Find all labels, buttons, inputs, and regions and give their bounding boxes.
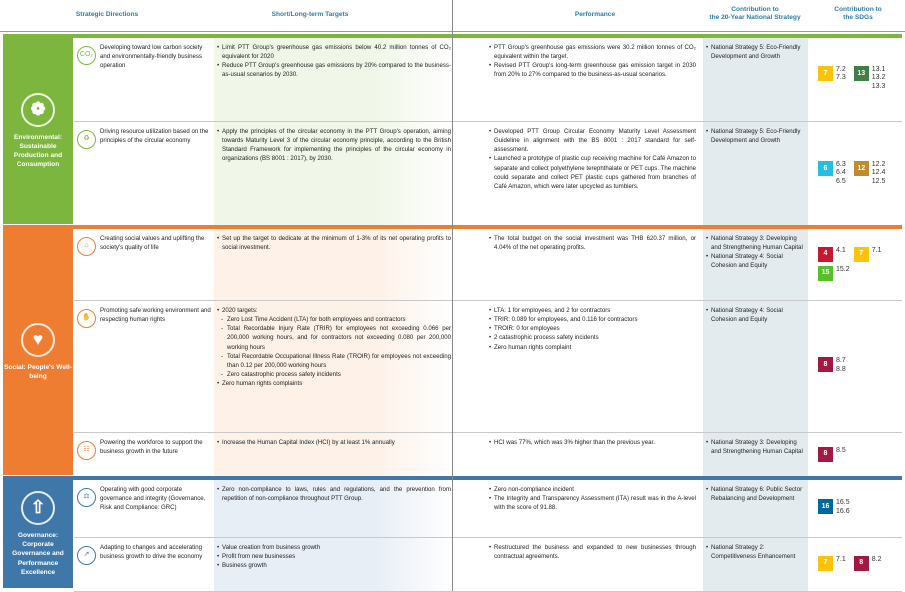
performance-list (489, 43, 696, 80)
direction-text: Adapting to changes and accelerating business growth to drive the economy (100, 544, 203, 561)
growth-arrows-icon: ⇧ (21, 491, 55, 525)
direction-cell (74, 538, 214, 591)
targets-cell (214, 301, 454, 432)
sdg-cell (810, 122, 902, 227)
sdg-tile-icon: 8 (854, 556, 869, 571)
sdg-target-number: 7.1 (836, 556, 846, 563)
performance-cell (486, 301, 699, 432)
sdg-goal (854, 247, 882, 262)
performance-cell (486, 38, 699, 121)
column-divider (452, 0, 453, 591)
national-strategy-cell (703, 301, 808, 432)
list-item: • The Integrity and Transparency Assessment (ITA) result was in the A-level with the score of 91.88. (489, 494, 696, 512)
national-strategy-cell (703, 229, 808, 300)
list-item: • Apply the principles of the circular economy in the PTT Group's operation, aiming towards Maturity Level 3 of the circular economy principle, according to the British Standard Framework for implementing the principles of the circular economy in organizations (BS 8001 : 2017), by 2030. (217, 127, 451, 164)
recycle-icon: ♻ (77, 130, 96, 149)
sdg-targets (872, 556, 882, 564)
sdg-targets (872, 66, 886, 90)
list-item: - Zero catastrophic process safety incidents (217, 370, 451, 379)
sdg-goal (818, 161, 846, 185)
sdg-goal (818, 66, 846, 90)
performance-list (489, 234, 696, 252)
handshake-icon: ✋ (77, 309, 96, 328)
sdg-target-number: 15.2 (836, 265, 850, 273)
sdg-target-number: 7.2 (836, 66, 846, 74)
sdg-goal (818, 499, 850, 515)
sdg-tile-icon: 7 (854, 247, 869, 262)
national-strategy-item: • National Strategy 3: Developing and Strengthening Human Capital (706, 234, 805, 252)
direction-text: Developing toward low carbon society and environmentally-friendly business operation (100, 44, 203, 70)
sdg-goal (854, 161, 886, 185)
sdg-target-number: 12.2 (871, 161, 886, 169)
table-row (74, 538, 902, 592)
sdg-target-number: 13.1 (871, 66, 886, 74)
performance-cell (486, 538, 699, 591)
sdg-tile-icon: 13 (854, 66, 869, 81)
national-strategy-cell (703, 433, 808, 478)
direction-text: Driving resource utilization based on the principles of the circular economy (100, 128, 209, 145)
header-performance: Performance (574, 11, 616, 19)
sdg-target-number: 6.5 (836, 177, 846, 185)
targets-cell (214, 538, 454, 591)
list-item: • Restructured the business and expanded to new businesses through contractual agreements. (489, 543, 696, 561)
list-item: • 2020 targets: (217, 306, 451, 315)
growth-chart-icon: ↗ (77, 546, 96, 565)
list-item: • Zero human rights complaints (217, 379, 451, 388)
list-item: - Total Recordable Occupational Illness Rate (TROIR) for employees not exceeding than 0.12 per 200,000 working hours (217, 352, 451, 370)
sdg-goal (854, 66, 886, 90)
sdg-target-number: 7.1 (871, 246, 882, 254)
performance-cell (486, 122, 699, 227)
sdg-targets (836, 66, 846, 82)
community-icon: ⌂ (77, 237, 96, 256)
header-sdg-line2: the SDGs (843, 14, 873, 22)
header-targets: Short/Long-term Targets (271, 11, 349, 19)
header-national (700, 6, 810, 22)
table-row (74, 229, 902, 301)
sdg-cell (810, 301, 902, 432)
sdg-goal (854, 556, 882, 571)
sdg-target-number: 6.4 (836, 169, 846, 177)
list-item: • Zero non-compliance incident (489, 485, 696, 494)
list-item: • Reduce PTT Group's greenhouse gas emissions by 20% compared to the business-as-usual scenarios by 2030. (217, 61, 451, 79)
performance-cell (486, 433, 699, 478)
list-item: • Developed PTT Group Circular Economy Maturity Level Assessment Guideline in alignment with the BS 8001 : 2017 standard for self-assessment. (489, 127, 696, 154)
sdg-goal (818, 556, 846, 571)
sdg-tile-icon: 8 (818, 357, 833, 372)
sdg-targets (836, 499, 850, 515)
direction-text: Powering the workforce to support the business growth in the future (100, 439, 203, 456)
list-item: • Increase the Human Capital Index (HCI) by at least 1% annually (217, 438, 451, 447)
direction-cell (74, 122, 214, 227)
targets-list (217, 485, 451, 503)
list-item: • Value creation from business growth (217, 543, 451, 552)
workforce-icon: ☷ (77, 441, 96, 460)
targets-list (217, 127, 451, 164)
pillar-gov (3, 480, 73, 588)
targets-cell (214, 229, 454, 300)
performance-list (489, 127, 696, 191)
list-item: • Zero human rights complaint (489, 343, 696, 352)
header-directions: Strategic Directions (75, 11, 139, 19)
direction-text: Creating social values and uplifting the society's quality of life (100, 235, 205, 252)
sdg-target-number: 16.6 (836, 507, 850, 515)
targets-cell (214, 122, 454, 227)
list-item: • Profit from new businesses (217, 552, 451, 561)
table-row (74, 301, 902, 433)
list-item: • The total budget on the social investment was THB 620.37 million, or 4.04% of the net operating profits. (489, 234, 696, 252)
list-item: • TRIR: 0.089 for employees, and 0.116 for contractors (489, 315, 696, 324)
national-strategy-item: • National Strategy 5: Eco-Friendly Development and Growth (706, 127, 805, 145)
national-strategy-item: • National Strategy 5: Eco-Friendly Development and Growth (706, 43, 805, 61)
sdg-target-number: 16.5 (836, 499, 850, 507)
national-strategy-item: • National Strategy 6: Public Sector Rebalancing and Development (706, 485, 805, 503)
list-item: • Launched a prototype of plastic cup receiving machine for Café Amazon to separate and collect polyethylene terephthalate or PET cups. The machine could separate and collect PET plastic cups gathered from branches of Café Amazon, which were later upcycled as tumblers. (489, 154, 696, 191)
list-item: • 2 catastrophic process safety incidents (489, 333, 696, 342)
targets-list (217, 543, 451, 570)
sdg-tile-icon: 6 (818, 161, 833, 176)
sdg-target-number: 8.5 (836, 447, 846, 454)
direction-cell (74, 38, 214, 121)
pillar-soc (3, 229, 73, 475)
sdg-tile-icon: 12 (854, 161, 869, 176)
list-item: • LTA: 1 for employees, and 2 for contractors (489, 306, 696, 315)
table-row (74, 433, 902, 479)
co2-icon: CO₂ (77, 46, 96, 65)
sdg-tile-icon: 8 (818, 447, 833, 462)
performance-cell (486, 229, 699, 300)
sdg-target-number: 6.3 (836, 161, 846, 169)
sdg-targets (836, 357, 846, 373)
performance-list (489, 306, 696, 352)
pillar-label: Governance: Corporate Governance and Performance Excellence (12, 531, 64, 576)
targets-cell (214, 480, 454, 537)
sdg-cell (810, 433, 902, 478)
national-strategy-cell (703, 38, 808, 121)
performance-list (489, 438, 696, 447)
header-national-line1: Contribution to (731, 6, 779, 13)
national-strategy-item: • National Strategy 4: Social Cohesion and Equity (706, 252, 805, 270)
national-strategy-item: • National Strategy 3: Developing and Strengthening Human Capital (706, 438, 805, 456)
heart-hands-icon: ♥ (21, 323, 55, 357)
sdg-target-number: 8.7 (836, 357, 846, 365)
table-row (74, 122, 902, 228)
direction-cell (74, 480, 214, 537)
sdg-targets (836, 247, 846, 255)
sdg-targets (836, 161, 846, 185)
leaf-icon: ❁ (21, 93, 55, 127)
targets-list (217, 306, 451, 388)
table-row (74, 38, 902, 122)
list-item: • Limit PTT Group's greenhouse gas emissions below 40.2 million tonnes of CO₂ equivalent for 2020 (217, 43, 451, 61)
direction-cell (74, 433, 214, 478)
sdg-target-number: 4.1 (836, 246, 846, 254)
sdg-cell (810, 538, 902, 591)
pillar-env (3, 38, 73, 224)
direction-cell (74, 229, 214, 300)
targets-list (217, 43, 451, 80)
sdg-target-number: 12.5 (871, 177, 886, 185)
sdg-target-number: 13.2 (871, 74, 886, 82)
sdg-cell (810, 229, 902, 300)
sdg-target-number: 8.2 (871, 556, 882, 563)
targets-cell (214, 433, 454, 478)
header-sdg (818, 6, 898, 22)
sdg-tile-icon: 7 (818, 66, 833, 81)
sdg-targets (836, 556, 846, 564)
performance-list (489, 543, 696, 561)
direction-text: Operating with good corporate governance and integrity (Governance, Risk and Compliance: GRC) (100, 486, 206, 512)
list-item: • Business growth (217, 561, 451, 570)
sdg-targets (872, 247, 882, 255)
sdg-goal (818, 247, 846, 262)
direction-text: Promoting safe working environment and respecting human rights (100, 307, 211, 324)
list-item: • PTT Group's greenhouse gas emissions were 30.2 million tonnes of CO₂ equivalent within the target. (489, 43, 696, 61)
sdg-target-number: 7.3 (836, 74, 846, 82)
sdg-tile-icon: 16 (818, 499, 833, 514)
list-item: • Revised PTT Group's long-term greenhouse gas emission target in 2030 from 20% to 27% compared to the business-as-usual scenarios. (489, 61, 696, 79)
sdg-cell (810, 480, 902, 537)
sdg-cell (810, 38, 902, 121)
targets-list (217, 234, 451, 252)
pillar-label: Environmental: Sustainable Production and Consumption (13, 133, 63, 169)
list-item: • Set up the target to dedicate at the minimum of 1-3% of its net operating profits to social investment. (217, 234, 451, 252)
list-item: - Zero Lost Time Accident (LTA) for both employees and contractors (217, 315, 451, 324)
header-sdg-line1: Contribution to (834, 6, 882, 13)
performance-list (489, 485, 696, 512)
list-item: - Total Recordable Injury Rate (TRIR) for employees not exceeding 0.066 per 200,000 working hours, and for contractors not exceeding 0.080 per 200,000 working hours (217, 324, 451, 351)
list-item: • HCI was 77%, which was 3% higher than the previous year. (489, 438, 696, 447)
sdg-tile-icon: 15 (818, 266, 833, 281)
performance-cell (486, 480, 699, 537)
national-strategy-cell (703, 122, 808, 227)
list-item: • TROIR: 0 for employees (489, 324, 696, 333)
table-row (74, 480, 902, 538)
national-strategy-cell (703, 538, 808, 591)
sdg-target-number: 13.3 (871, 82, 886, 90)
sdg-targets (872, 161, 886, 185)
sdg-goal (818, 357, 846, 373)
targets-list (217, 438, 451, 447)
grc-icon: ⚖ (77, 488, 96, 507)
sdg-tile-icon: 4 (818, 247, 833, 262)
sdg-target-number: 12.4 (871, 169, 886, 177)
national-strategy-cell (703, 480, 808, 537)
sdg-goal (818, 266, 850, 281)
pillar-label: Social: People's Well-being (4, 363, 72, 380)
sdg-targets (836, 266, 850, 274)
national-strategy-item: • National Strategy 4: Social Cohesion and Equity (706, 306, 805, 324)
national-strategy-item: • National Strategy 2: Competitiveness Enhancement (706, 543, 805, 561)
sdg-target-number: 8.8 (836, 365, 846, 373)
list-item: • Zero non-compliance to laws, rules and regulations, and the prevention from repetition of non-compliance throughout PTT Group. (217, 485, 451, 503)
direction-cell (74, 301, 214, 432)
targets-cell (214, 38, 454, 121)
header-national-line2: the 20-Year National Strategy (709, 14, 801, 22)
sdg-targets (836, 447, 846, 455)
sdg-tile-icon: 7 (818, 556, 833, 571)
sdg-goal (818, 447, 846, 462)
